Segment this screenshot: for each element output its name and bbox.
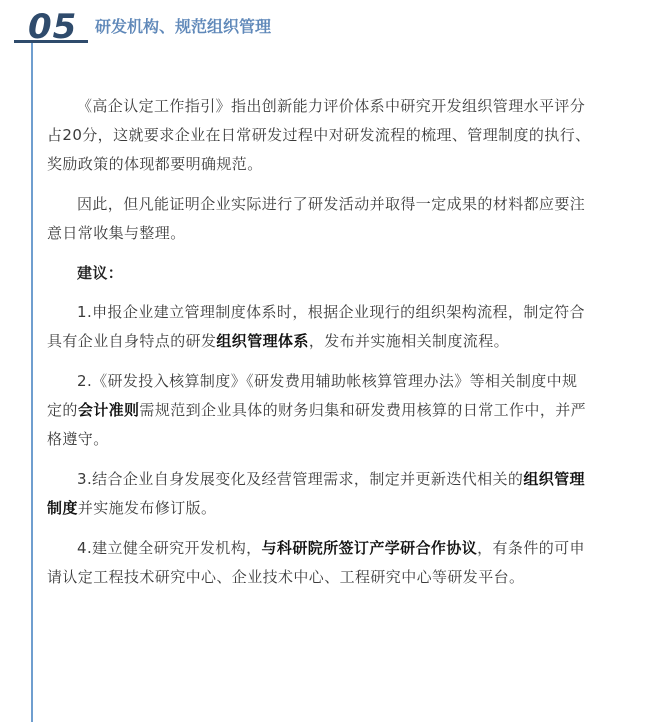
suggestion-2-text-c: 需规范到企业具体的财务归集和研发费用核算的日常工作中，并严格遵守。 (47, 401, 587, 448)
suggestion-3-emphasis: 组织管理制度 (47, 470, 585, 517)
suggestion-4-text-a: 4.建立健全研究开发机构， (77, 539, 262, 557)
suggestion-2-text-a: 2.《研发投入核算制度》《研发费用辅助帐核算管理办法》等相关制度中规定的 (47, 372, 578, 419)
section-title: 研发机构、规范组织管理 (95, 17, 272, 36)
suggestion-4-emphasis: 与科研院所签订产学研合作协议 (261, 539, 478, 557)
suggestion-1-text-c: ，发布并实施相关制度流程。 (308, 332, 510, 350)
suggestions-label: 建议： (77, 264, 124, 282)
suggestion-1-emphasis: 组织管理体系 (216, 332, 309, 350)
suggestion-4-text-c: ，有条件的可申请认定工程技术研究中心、企业技术中心、工程研究中心等研发平台。 (47, 539, 585, 586)
suggestion-2-emphasis: 会计准则 (77, 401, 140, 419)
suggestion-1-text-a: 1.申报企业建立管理制度体系时，根据企业现行的组织架构流程，制定符合具有企业自身特点的研发 (47, 303, 585, 350)
suggestion-1 (47, 298, 592, 356)
article-body (47, 92, 592, 603)
suggestion-3 (47, 465, 592, 523)
suggestion-3-text-c: 并实施发布修订版。 (77, 499, 217, 517)
suggestion-4 (47, 534, 592, 592)
suggestion-3-text-a: 3.结合企业自身发展变化及经营管理需求，制定并更新迭代相关的 (77, 470, 524, 488)
collection-paragraph: 因此，但凡能证明企业实际进行了研发活动并取得一定成果的材料都应要注意日常收集与整理。 (47, 195, 586, 242)
section-number: 05 (28, 7, 78, 47)
vertical-rule (31, 40, 33, 722)
suggestion-2 (47, 367, 592, 454)
intro-paragraph: 《高企认定工作指引》指出创新能力评价体系中研究开发组织管理水平评分占20分，这就要求企业在日常研发过程中对研发流程的梳理、管理制度的执行、奖励政策的体现都要明确规范。 (47, 97, 591, 173)
